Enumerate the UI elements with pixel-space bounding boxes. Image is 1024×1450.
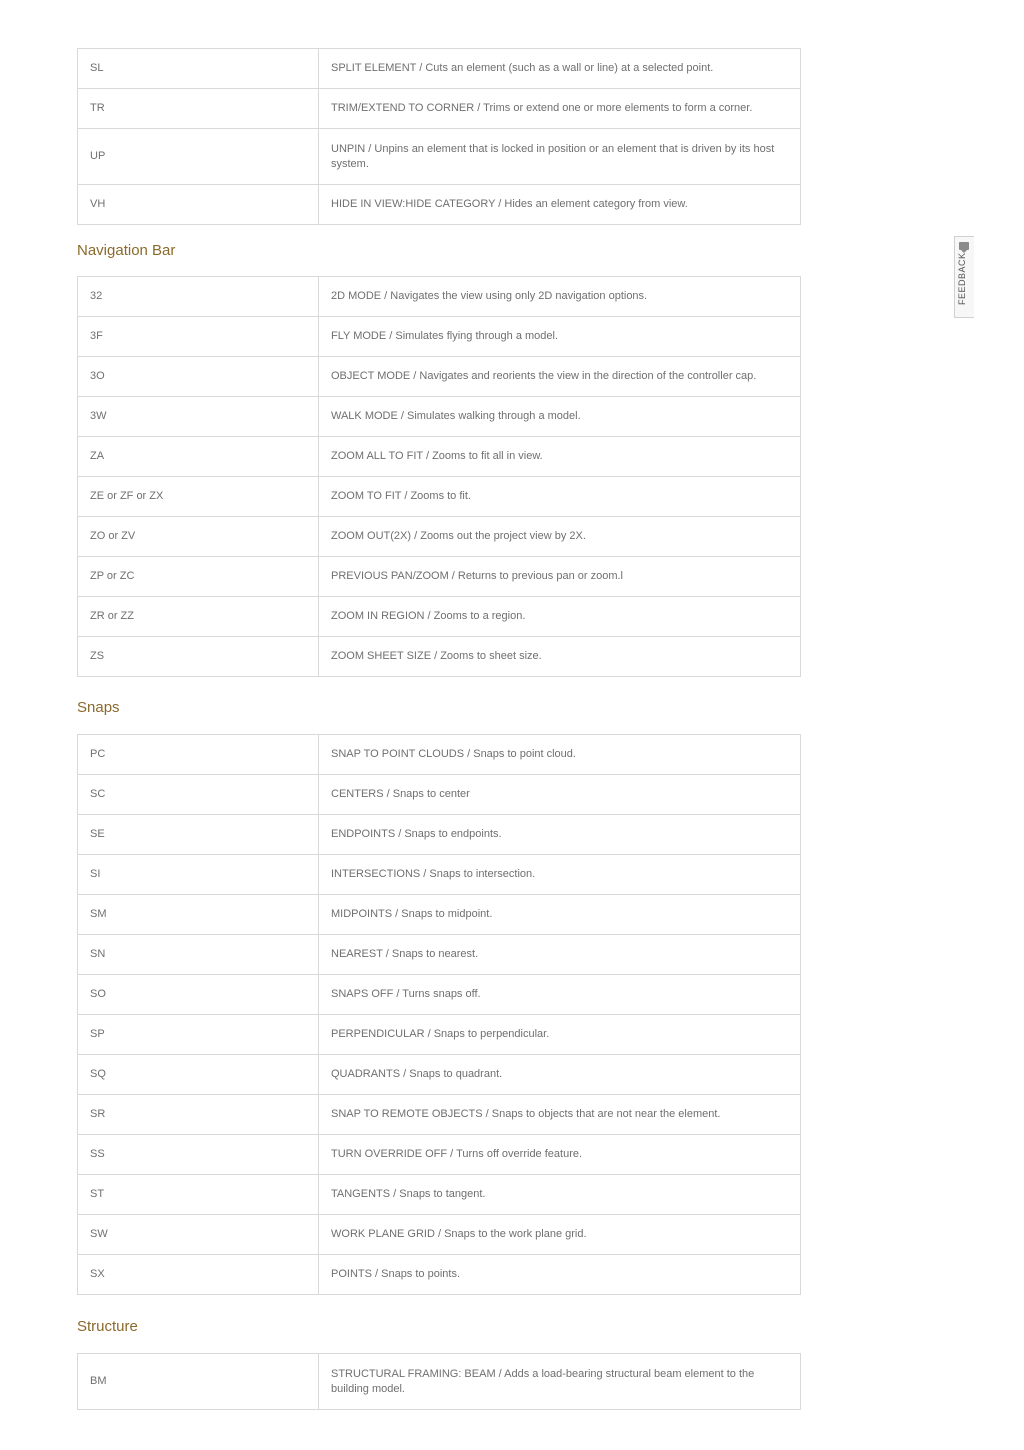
table-row xyxy=(78,975,801,1015)
table-row xyxy=(78,637,801,677)
shortcut-description: FLY MODE / Simulates flying through a model. xyxy=(319,317,801,357)
feedback-label: FEEDBACK xyxy=(957,252,967,305)
shortcut-description: ZOOM OUT(2X) / Zooms out the project view by 2X. xyxy=(319,517,801,557)
shortcut-key: ZO or ZV xyxy=(78,517,319,557)
table-row xyxy=(78,437,801,477)
section-heading-structure: Structure xyxy=(77,1318,138,1335)
shortcut-description: TURN OVERRIDE OFF / Turns off override feature. xyxy=(319,1135,801,1175)
shortcut-description: PERPENDICULAR / Snaps to perpendicular. xyxy=(319,1015,801,1055)
feedback-tab[interactable] xyxy=(954,236,974,318)
table-row xyxy=(78,735,801,775)
shortcuts-table-modify xyxy=(77,48,801,225)
shortcut-description: WALK MODE / Simulates walking through a model. xyxy=(319,397,801,437)
table-row xyxy=(78,49,801,89)
shortcut-description: SPLIT ELEMENT / Cuts an element (such as a wall or line) at a selected point. xyxy=(319,49,801,89)
shortcut-key: ZR or ZZ xyxy=(78,597,319,637)
table-row xyxy=(78,89,801,129)
shortcut-description: WORK PLANE GRID / Snaps to the work plane grid. xyxy=(319,1215,801,1255)
shortcut-description: MIDPOINTS / Snaps to midpoint. xyxy=(319,895,801,935)
table-row xyxy=(78,185,801,225)
table-row xyxy=(78,517,801,557)
table-row xyxy=(78,317,801,357)
table-row xyxy=(78,855,801,895)
shortcut-key: BM xyxy=(78,1354,319,1410)
shortcut-key: SX xyxy=(78,1255,319,1295)
table-row xyxy=(78,357,801,397)
shortcut-description: NEAREST / Snaps to nearest. xyxy=(319,935,801,975)
table-row xyxy=(78,1015,801,1055)
shortcut-description: UNPIN / Unpins an element that is locked in position or an element that is driven by its host system. xyxy=(319,129,801,185)
table-row xyxy=(78,277,801,317)
shortcut-key: ZE or ZF or ZX xyxy=(78,477,319,517)
shortcut-key: PC xyxy=(78,735,319,775)
table-row xyxy=(78,477,801,517)
shortcut-key: UP xyxy=(78,129,319,185)
shortcut-description: PREVIOUS PAN/ZOOM / Returns to previous pan or zoom.l xyxy=(319,557,801,597)
table-row xyxy=(78,1175,801,1215)
table-row xyxy=(78,397,801,437)
shortcut-key: SQ xyxy=(78,1055,319,1095)
shortcut-key: SL xyxy=(78,49,319,89)
table-row xyxy=(78,1354,801,1410)
shortcut-key: ZS xyxy=(78,637,319,677)
shortcut-key: SW xyxy=(78,1215,319,1255)
shortcuts-table-snaps xyxy=(77,734,801,1295)
table-row xyxy=(78,895,801,935)
shortcut-key: SC xyxy=(78,775,319,815)
shortcut-description: SNAPS OFF / Turns snaps off. xyxy=(319,975,801,1015)
section-heading-snaps: Snaps xyxy=(77,699,120,716)
table-row xyxy=(78,129,801,185)
shortcut-key: SN xyxy=(78,935,319,975)
shortcut-key: SS xyxy=(78,1135,319,1175)
shortcut-key: TR xyxy=(78,89,319,129)
shortcut-description: ZOOM IN REGION / Zooms to a region. xyxy=(319,597,801,637)
shortcut-description: ZOOM TO FIT / Zooms to fit. xyxy=(319,477,801,517)
speech-bubble-icon xyxy=(959,242,969,250)
shortcut-key: ZA xyxy=(78,437,319,477)
section-heading-navigation-bar: Navigation Bar xyxy=(77,242,176,259)
shortcut-key: VH xyxy=(78,185,319,225)
shortcut-key: ZP or ZC xyxy=(78,557,319,597)
shortcut-key: 32 xyxy=(78,277,319,317)
shortcut-description: ENDPOINTS / Snaps to endpoints. xyxy=(319,815,801,855)
shortcut-description: 2D MODE / Navigates the view using only 2D navigation options. xyxy=(319,277,801,317)
shortcut-key: SE xyxy=(78,815,319,855)
shortcut-description: CENTERS / Snaps to center xyxy=(319,775,801,815)
table-row xyxy=(78,1255,801,1295)
shortcut-description: HIDE IN VIEW:HIDE CATEGORY / Hides an element category from view. xyxy=(319,185,801,225)
table-row xyxy=(78,775,801,815)
shortcut-description: INTERSECTIONS / Snaps to intersection. xyxy=(319,855,801,895)
shortcut-key: 3W xyxy=(78,397,319,437)
shortcut-key: SM xyxy=(78,895,319,935)
shortcut-description: SNAP TO POINT CLOUDS / Snaps to point cloud. xyxy=(319,735,801,775)
shortcut-key: SR xyxy=(78,1095,319,1135)
shortcut-description: OBJECT MODE / Navigates and reorients the view in the direction of the controller cap. xyxy=(319,357,801,397)
table-row xyxy=(78,935,801,975)
shortcut-description: ZOOM ALL TO FIT / Zooms to fit all in view. xyxy=(319,437,801,477)
shortcut-description: TRIM/EXTEND TO CORNER / Trims or extend one or more elements to form a corner. xyxy=(319,89,801,129)
shortcut-description: QUADRANTS / Snaps to quadrant. xyxy=(319,1055,801,1095)
shortcut-key: 3F xyxy=(78,317,319,357)
table-row xyxy=(78,597,801,637)
shortcut-key: ST xyxy=(78,1175,319,1215)
table-row xyxy=(78,1095,801,1135)
shortcut-description: ZOOM SHEET SIZE / Zooms to sheet size. xyxy=(319,637,801,677)
shortcut-description: STRUCTURAL FRAMING: BEAM / Adds a load-bearing structural beam element to the building model. xyxy=(319,1354,801,1410)
table-row xyxy=(78,1135,801,1175)
shortcut-description: SNAP TO REMOTE OBJECTS / Snaps to objects that are not near the element. xyxy=(319,1095,801,1135)
table-row xyxy=(78,1055,801,1095)
shortcuts-table-structure xyxy=(77,1353,801,1410)
shortcuts-table-navigation-bar xyxy=(77,276,801,677)
table-row xyxy=(78,815,801,855)
shortcut-description: POINTS / Snaps to points. xyxy=(319,1255,801,1295)
shortcut-description: TANGENTS / Snaps to tangent. xyxy=(319,1175,801,1215)
shortcut-key: SI xyxy=(78,855,319,895)
shortcut-key: SP xyxy=(78,1015,319,1055)
shortcut-key: 3O xyxy=(78,357,319,397)
table-row xyxy=(78,1215,801,1255)
shortcut-key: SO xyxy=(78,975,319,1015)
table-row xyxy=(78,557,801,597)
